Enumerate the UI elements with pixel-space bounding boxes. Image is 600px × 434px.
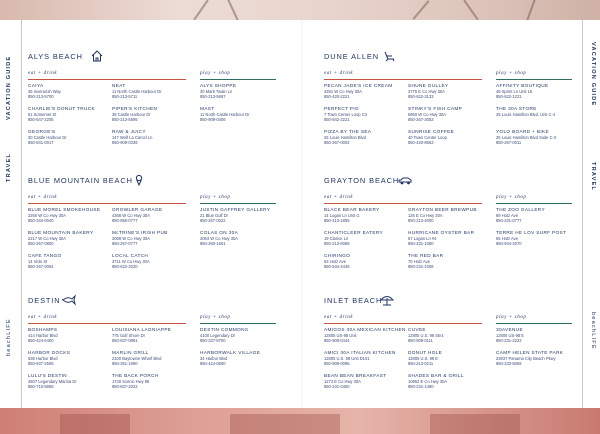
place-name: 30AVENUE xyxy=(496,327,523,332)
place-address: 126 E Co Hwy 30A xyxy=(408,213,443,218)
place-listing xyxy=(200,230,238,246)
place-phone: 850-231-0450 xyxy=(324,384,350,390)
vintage-car-icon xyxy=(398,173,412,185)
place-phone: 850-622-3133 xyxy=(408,94,434,100)
place-listing xyxy=(28,83,61,99)
place-address: 25 Louis Hamilton Blvd xyxy=(324,135,366,140)
place-address: 14 Vicki St xyxy=(28,259,48,264)
place-phone: 850-267-0022 xyxy=(200,218,226,224)
place-phone: 850-213-5711 xyxy=(112,94,138,100)
place-phone: 850-267-3053 xyxy=(408,117,434,123)
place-address: 61 Somerset St xyxy=(28,112,57,117)
place-address: 4368 W Co Hwy 30A xyxy=(112,213,150,218)
place-name: TERRE HE LOV SURF POST xyxy=(496,230,567,235)
play-shop-label: play + shop xyxy=(496,71,527,76)
place-address: 7 Town Center Loop C3 xyxy=(324,112,367,117)
place-phone: 850-213-5595 xyxy=(112,117,138,123)
place-listing xyxy=(496,207,545,223)
place-phone: 850-233-5059 xyxy=(496,361,522,367)
place-phone: 850-337-8700 xyxy=(200,338,226,344)
place-name: ALYS SHOPPE xyxy=(200,83,237,88)
place-listing xyxy=(408,83,448,99)
place-name: LOUISIANA LAGNIAPPE xyxy=(112,327,172,332)
place-address: 414 Harbor Blvd xyxy=(28,333,58,338)
place-name: SHUNE GULLEY xyxy=(408,83,449,88)
place-phone: 850-231-2222 xyxy=(496,338,522,344)
place-listing xyxy=(408,129,454,145)
place-address: 63 Hotz Ave xyxy=(324,259,346,264)
eat-drink-rule xyxy=(28,323,186,324)
right-spine xyxy=(582,20,600,408)
place-address: 40 Town Center Loop xyxy=(408,135,447,140)
place-listing xyxy=(324,129,371,145)
place-address: 5960 W Co Hwy 30A xyxy=(408,112,446,117)
place-name: PERFECT PIG xyxy=(324,106,360,111)
place-name: AMIGOS 30A MEXICAN KITCHEN xyxy=(324,327,406,332)
place-address: 11 North Castle Harbour Dr xyxy=(112,89,162,94)
place-phone: 850-267-0011 xyxy=(496,140,522,146)
place-phone: 850-344-0040 xyxy=(28,218,54,224)
place-phone: 850-267-0002 xyxy=(324,140,350,146)
place-listing xyxy=(200,106,250,122)
place-listing xyxy=(324,83,393,99)
place-name: AMICI 30A ITALIAN KITCHEN xyxy=(324,350,396,355)
place-phone: 850-213-4000 xyxy=(408,218,434,224)
region-title: DUNE ALLEN xyxy=(324,52,380,61)
place-address: 11 North Castle Harbour Dr xyxy=(200,112,250,117)
place-address: 2217 W Co Hwy 30A xyxy=(28,236,66,241)
place-name: THE ZOO GALLERY xyxy=(496,207,545,212)
place-listing xyxy=(112,253,150,269)
place-name: PIZZA BY THE SEA xyxy=(324,129,372,134)
place-address: 1740 Scenic Hwy 98 xyxy=(112,379,150,384)
place-phone: 850-622-1221 xyxy=(496,94,522,100)
place-address: 2260 W Co Hwy 30A xyxy=(28,213,66,218)
place-name: HURRICANE OYSTER BAR xyxy=(408,230,475,235)
place-address: 775 Gulf Shore Dr xyxy=(112,333,145,338)
place-address: 12805 US-98 Unit xyxy=(324,333,357,338)
place-phone: 850-855-0777 xyxy=(112,218,138,224)
place-phone: 850-909-0339 xyxy=(112,140,138,146)
place-address: 12805 U.S. 98 E xyxy=(408,356,439,361)
place-phone: 850-267-0054 xyxy=(28,264,54,270)
region-title: DESTIN xyxy=(28,296,61,305)
place-address: 12805 U.S. 98 Ste1 xyxy=(408,333,444,338)
place-phone: 850-837-2022 xyxy=(112,384,138,390)
place-name: PECAN JADE'S ICE CREAM xyxy=(324,83,393,88)
place-name: NEAT xyxy=(112,83,126,88)
place-phone: 850-231-1480 xyxy=(408,384,434,390)
play-shop-label: play + shop xyxy=(496,195,527,200)
place-address: 10952 E Co Hwy 30A xyxy=(408,379,448,384)
place-phone: 850-622-2020 xyxy=(112,264,138,270)
place-name: THE BACK PORCH xyxy=(112,373,159,378)
place-listing xyxy=(408,350,442,366)
place-phone: 850-213-1855 xyxy=(324,218,350,224)
place-name: CUVEE xyxy=(408,327,426,332)
region-title: ALYS BEACH xyxy=(28,52,83,61)
palm-photo-strip xyxy=(0,0,600,20)
place-name: CAIYA xyxy=(28,83,44,88)
place-address: 3775 E Co Hwy 30A xyxy=(408,89,445,94)
place-name: YOLO BOARD + BIKE xyxy=(496,129,549,134)
place-listing xyxy=(28,230,93,246)
place-name: PIPER'S KITCHEN xyxy=(112,106,158,111)
place-address: 4607 Legendary Marina Dr xyxy=(28,379,77,384)
play-shop-rule xyxy=(496,323,572,324)
place-listing xyxy=(112,350,161,366)
place-phone: 850-351-1990 xyxy=(112,361,138,367)
place-phone: 850-267-0800 xyxy=(28,241,54,247)
place-listing xyxy=(28,327,58,343)
place-phone: 850-231-0777 xyxy=(496,218,522,224)
place-name: RAW & JUICY xyxy=(112,129,146,134)
place-address: 12805 US-98 E xyxy=(496,333,524,338)
place-address: 3711 W Co Hwy 30A xyxy=(112,259,150,264)
place-listing xyxy=(408,327,444,343)
place-listing xyxy=(324,373,386,389)
place-listing xyxy=(112,129,152,145)
region-title: GRAYTON BEACH xyxy=(324,176,400,185)
spine-section-label: TRAVEL xyxy=(590,162,596,192)
place-address: 1272 E Co Hwy 30A xyxy=(324,379,361,384)
place-address: 21 Blue Gulf Dr xyxy=(200,213,228,218)
place-listing xyxy=(200,350,260,366)
place-name: BLACK BEAR BAKERY xyxy=(324,207,380,212)
marlin-fish-icon xyxy=(62,293,76,305)
place-name: GEORGE'S xyxy=(28,129,56,134)
place-phone: 850-424-0600 xyxy=(200,361,226,367)
beach-house-icon xyxy=(90,49,104,61)
place-address: 30 Castle Harbour Dr xyxy=(28,135,67,140)
place-phone: 850-909-0406 xyxy=(200,117,226,123)
place-phone: 850-267-0777 xyxy=(112,241,138,247)
region-title: INLET BEACH xyxy=(324,296,383,305)
place-name: LULU'S DESTIN xyxy=(28,373,68,378)
place-address: 89 Hotz Ave xyxy=(496,213,518,218)
place-address: 34 Harbor Blvd xyxy=(200,356,228,361)
place-listing xyxy=(496,327,524,343)
beach-photo-strip xyxy=(0,408,600,434)
place-phone: 850-424-6400 xyxy=(28,338,54,344)
place-address: 147 Wolf La Carcel Ln xyxy=(112,135,153,140)
eat-drink-label: eat + drink xyxy=(28,315,58,320)
place-listing xyxy=(496,350,563,366)
play-shop-rule xyxy=(496,79,572,80)
place-phone: 850-909-0444 xyxy=(324,338,350,344)
place-phone: 850-842-2221 xyxy=(324,117,350,123)
place-listing xyxy=(200,83,236,99)
place-name: GRAYTON BEER BREWPUB xyxy=(408,207,477,212)
spine-brand-label: beachLIFE xyxy=(6,318,12,356)
place-address: 25 Louis Hamilton Blvd Suite C-3 xyxy=(496,135,557,140)
place-address: 70 Hotz Ave xyxy=(408,259,430,264)
place-address: 4281 W Co Hwy 30A xyxy=(324,89,362,94)
place-listing xyxy=(112,83,162,99)
place-listing xyxy=(496,129,556,145)
place-listing xyxy=(324,230,383,246)
place-listing xyxy=(200,327,248,343)
place-name: MAST xyxy=(200,106,215,111)
place-address: 49 Sprint Ln Unit 15 xyxy=(496,89,533,94)
place-address: 19 Clarice Ln xyxy=(324,236,349,241)
spine-brand-label: beachLIFE xyxy=(590,312,596,350)
beach-chair-icon xyxy=(382,49,396,61)
place-listing xyxy=(112,327,171,343)
place-listing xyxy=(408,207,477,223)
place-name: HARBOR DOCKS xyxy=(28,350,71,355)
eat-drink-rule xyxy=(28,79,186,80)
place-listing xyxy=(200,207,270,223)
play-shop-label: play + shop xyxy=(200,71,231,76)
place-name: McTRINE'S IRISH PUB xyxy=(112,230,168,235)
play-shop-label: play + shop xyxy=(200,315,231,320)
place-listing xyxy=(408,106,462,122)
place-phone: 850-534-4449 xyxy=(324,264,350,270)
spine-guide-label: VACATION GUIDE xyxy=(590,42,596,107)
place-phone: 850-641-0017 xyxy=(28,140,54,146)
play-shop-rule xyxy=(496,203,572,204)
left-spine xyxy=(0,20,22,408)
play-shop-rule xyxy=(200,203,276,204)
place-phone: 850-213-6085 xyxy=(324,241,350,247)
place-name: CHANTICLEER EATERY xyxy=(324,230,384,235)
place-phone: 850-547-2205 xyxy=(28,117,54,123)
spine-guide-label: VACATION GUIDE xyxy=(6,55,12,120)
place-address: 12805 U.S. 98 Unit D101 xyxy=(324,356,370,361)
place-name: DONUT HOLE xyxy=(408,350,443,355)
place-address: 14 Logan Ln Unit G xyxy=(324,213,360,218)
place-listing xyxy=(112,373,159,389)
eat-drink-rule xyxy=(324,79,482,80)
eat-drink-label: eat + drink xyxy=(324,195,354,200)
place-address: 2068 W Co Hwy 30A xyxy=(112,236,150,241)
place-listing xyxy=(112,207,162,223)
place-phone: 850-213-5700 xyxy=(28,94,54,100)
place-name: THE 30A STORE xyxy=(496,106,537,111)
place-name: CHIRINGO xyxy=(324,253,351,258)
place-listing xyxy=(112,230,168,246)
place-phone: 850-837-0881 xyxy=(112,338,138,344)
place-address: 2064 W Co Hwy 30A xyxy=(200,236,238,241)
spine-section-label: TRAVEL xyxy=(6,152,12,182)
place-listing xyxy=(324,106,367,122)
place-name: MARLIN GRILL xyxy=(112,350,149,355)
place-phone: 850-213-5697 xyxy=(200,94,226,100)
region-title: BLUE MOUNTAIN BEACH xyxy=(28,176,133,185)
place-name: CAMP HELEN STATE PARK xyxy=(496,350,564,355)
place-phone: 850-909-0095 xyxy=(324,361,350,367)
place-listing xyxy=(408,230,474,246)
eat-drink-label: eat + drink xyxy=(28,71,58,76)
place-address: 2100 Baytowne Wharf Blvd xyxy=(112,356,162,361)
place-listing xyxy=(112,106,157,122)
place-phone: 850-231-1080 xyxy=(408,241,434,247)
place-name: DESTIN COMMONS xyxy=(200,327,249,332)
place-phone: 850-909-0111 xyxy=(408,338,433,344)
place-address: 538 Harbor Blvd xyxy=(28,356,58,361)
place-phone: 850-260-1661 xyxy=(200,241,226,247)
place-address: 25 Louis Hamilton Blvd, Unit C-4 xyxy=(496,112,556,117)
place-address: 23937 Panama City Beach Pkwy xyxy=(496,356,556,361)
place-name: AFFINITY BOUTIQUE xyxy=(496,83,549,88)
place-listing xyxy=(496,83,548,99)
place-listing xyxy=(28,207,100,223)
beach-umbrella-icon xyxy=(380,293,394,305)
place-phone: 850-420-8653 xyxy=(408,140,434,146)
place-phone: 850-420-2221 xyxy=(324,94,350,100)
eat-drink-label: eat + drink xyxy=(324,315,354,320)
place-address: 30 Mark Twain Ln xyxy=(200,89,233,94)
place-name: JUSTIN GAFFREY GALLERY xyxy=(200,207,271,212)
place-address: 38 Castle Harbour Dr xyxy=(112,112,151,117)
place-name: SUNRISE COFFEE xyxy=(408,129,455,134)
eat-drink-label: eat + drink xyxy=(28,195,58,200)
place-listing xyxy=(324,350,396,366)
place-listing xyxy=(28,106,95,122)
eat-drink-label: eat + drink xyxy=(324,71,354,76)
place-name: LOCAL CATCH xyxy=(112,253,149,258)
place-listing xyxy=(28,373,77,389)
place-address: 66 Hotz Ave xyxy=(496,236,518,241)
place-phone: 850-837-2506 xyxy=(28,361,54,367)
place-listing xyxy=(324,207,380,223)
place-name: THE RED BAR xyxy=(408,253,444,258)
play-shop-rule xyxy=(200,79,276,80)
place-name: HARBORWALK VILLAGE xyxy=(200,350,261,355)
place-name: BLUE MOREL SMOKEHOUSE xyxy=(28,207,101,212)
place-phone: 850-934-4070 xyxy=(496,241,522,247)
place-address: 57 Logan Ln #4 xyxy=(408,236,437,241)
ice-cream-icon xyxy=(132,173,146,185)
place-phone: 850-710-5858 xyxy=(28,384,54,390)
eat-drink-rule xyxy=(324,323,482,324)
place-phone: 850-231-1008 xyxy=(408,264,434,270)
place-name: CHARLIE'S DONUT TRUCK xyxy=(28,106,95,111)
place-name: BOSHAMPS xyxy=(28,327,58,332)
place-listing xyxy=(408,373,464,389)
place-name: CAFE TANGO xyxy=(28,253,62,258)
place-listing xyxy=(28,350,70,366)
place-name: GROWLER GARAGE xyxy=(112,207,163,212)
play-shop-rule xyxy=(200,323,276,324)
place-name: STINKY'S FISH CAMP xyxy=(408,106,463,111)
place-name: SHADES BAR & GRILL xyxy=(408,373,464,378)
play-shop-label: play + shop xyxy=(496,315,527,320)
place-address: 35 Inverarish Way xyxy=(28,89,61,94)
eat-drink-rule xyxy=(324,203,482,204)
place-listing xyxy=(28,129,67,145)
place-listing xyxy=(496,106,555,117)
place-listing xyxy=(324,253,350,269)
play-shop-label: play + shop xyxy=(200,195,231,200)
place-listing xyxy=(28,253,62,269)
place-listing xyxy=(324,327,406,343)
place-listing xyxy=(496,230,566,246)
place-name: BEAN BEAN BREAKFAST xyxy=(324,373,387,378)
place-phone: 850-213-0211 xyxy=(408,361,434,367)
place-listing xyxy=(408,253,443,269)
eat-drink-rule xyxy=(28,203,186,204)
place-address: 4100 Legendary Dr xyxy=(200,333,236,338)
place-name: COLAS ON 30A xyxy=(200,230,239,235)
place-name: BLUE MOUNTAIN BAKERY xyxy=(28,230,94,235)
